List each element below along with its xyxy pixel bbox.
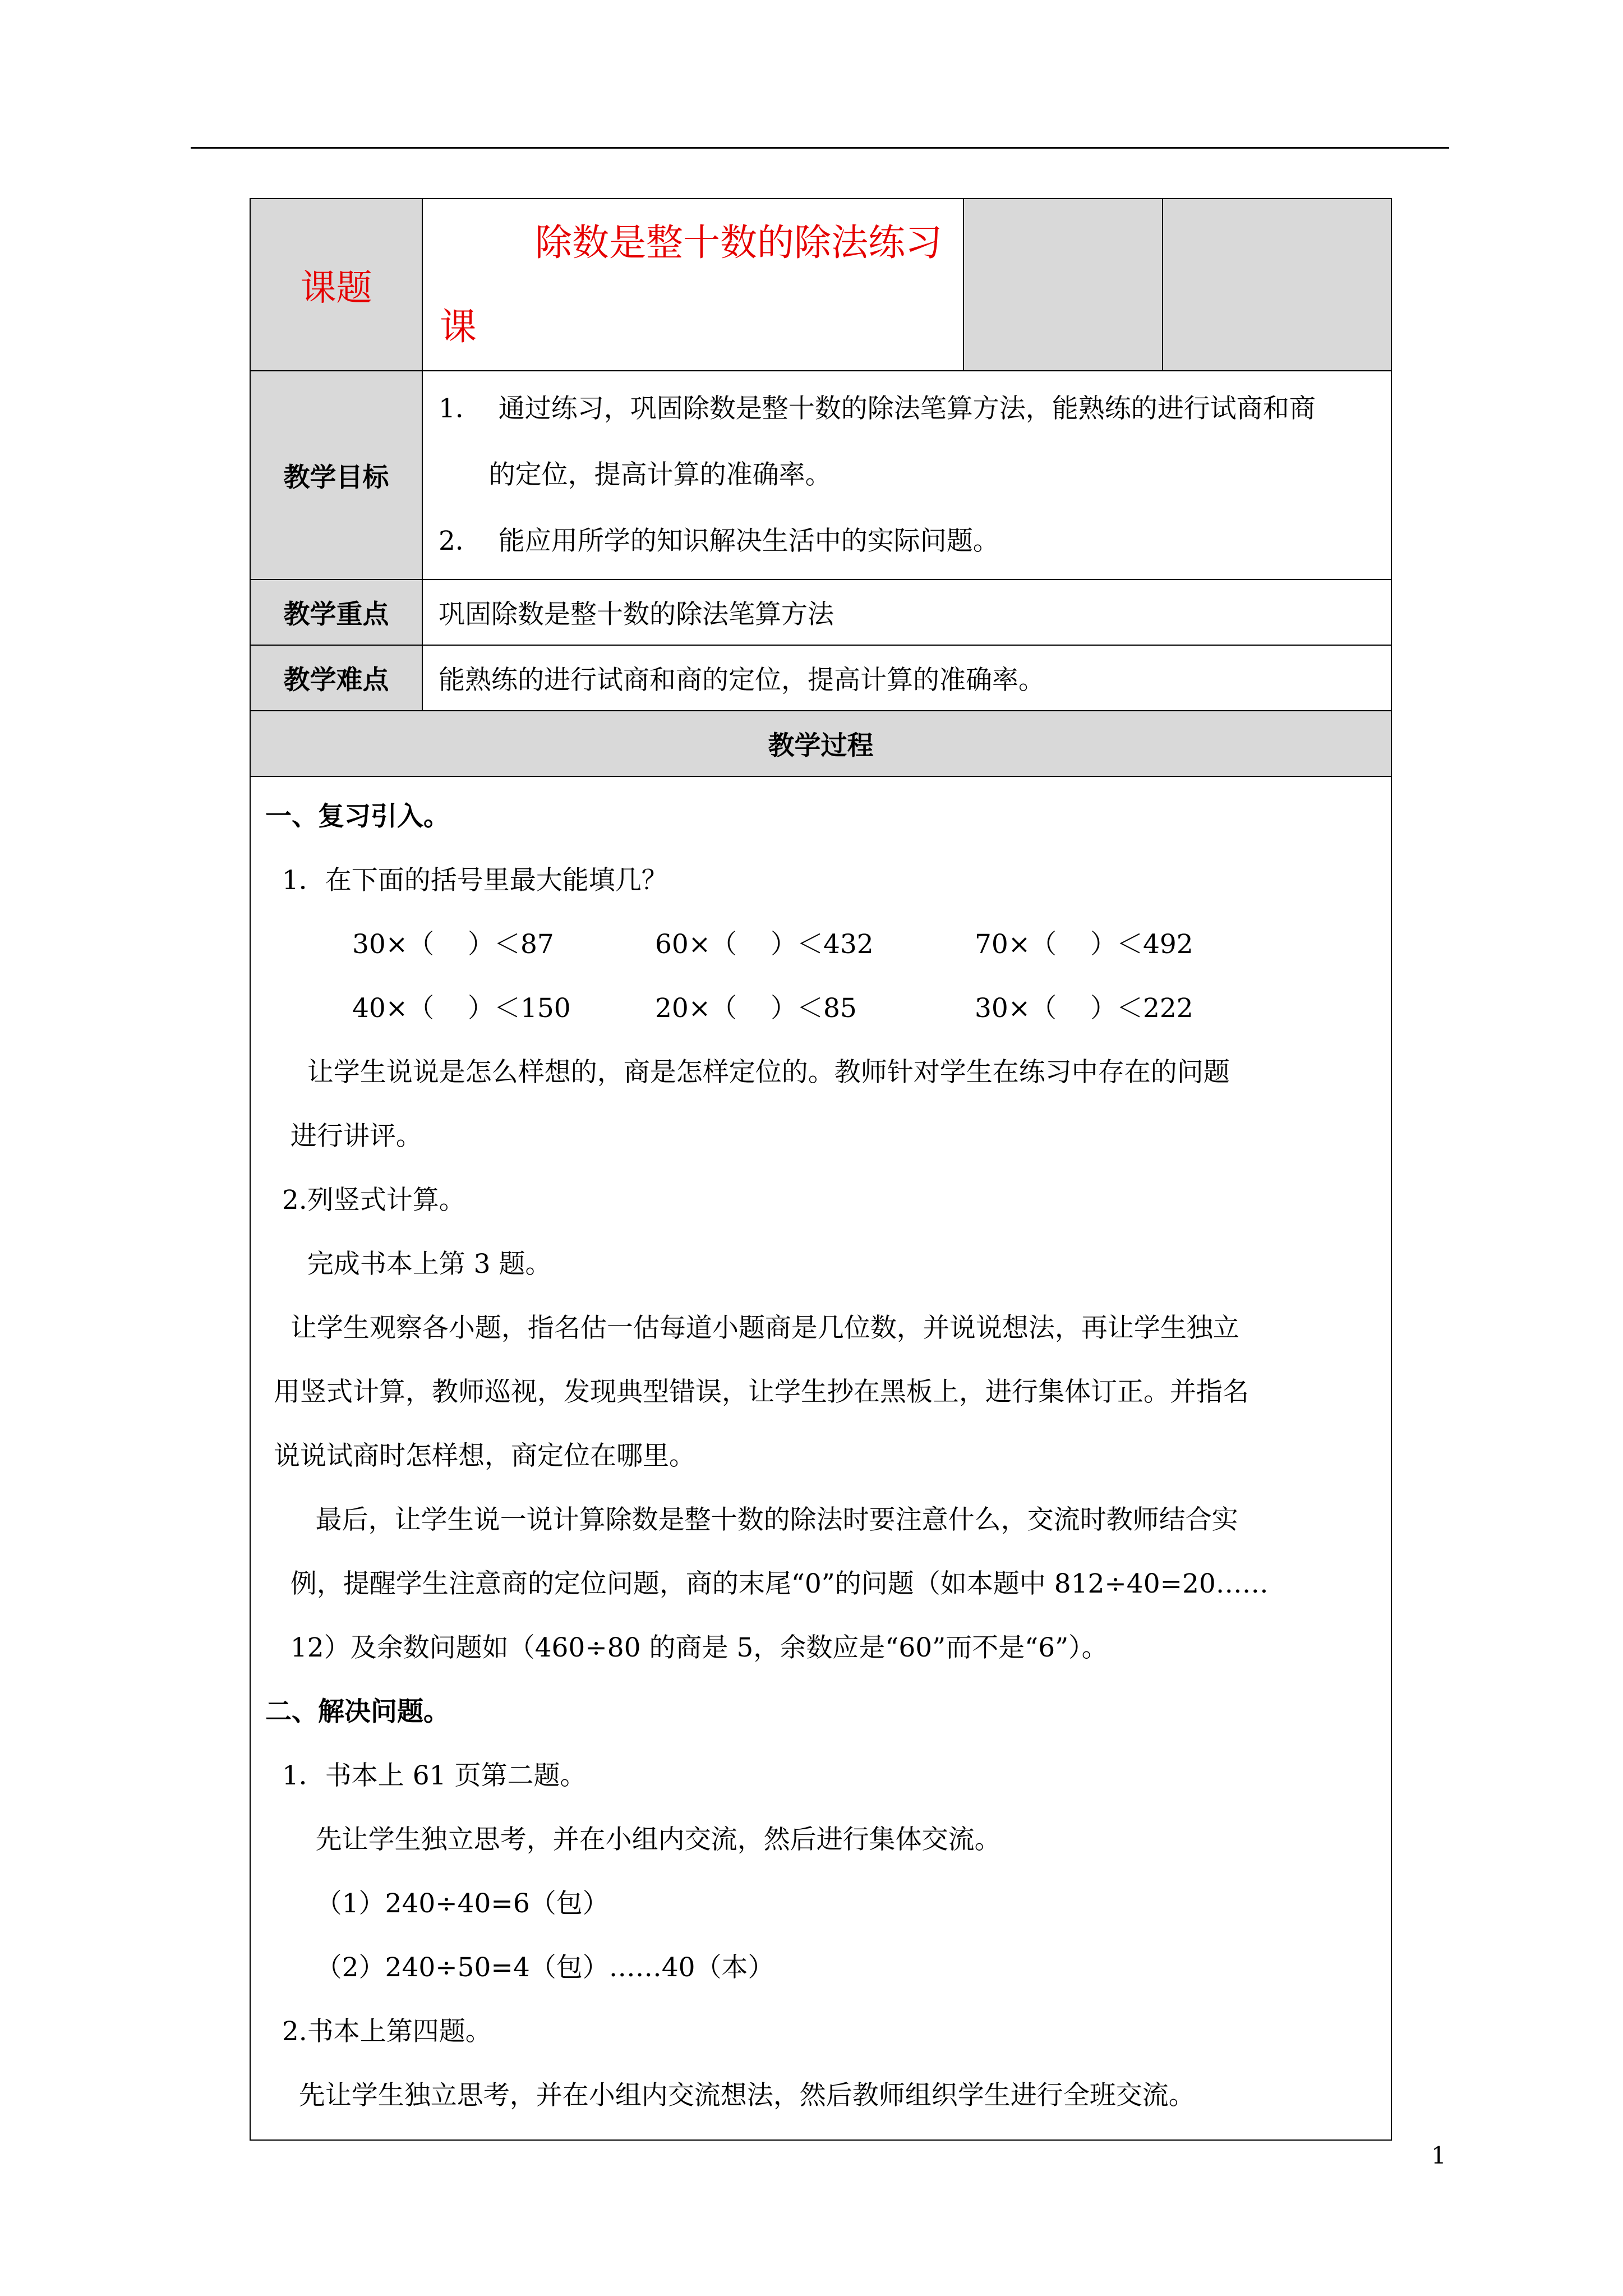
ex1-c: 70×（ ）＜492 (975, 929, 1193, 960)
lesson-title-line2: 课 (440, 305, 477, 348)
s2-item1: 1．书本上 61 页第二题。 (265, 1760, 587, 1791)
para3b: 用竖式计算，教师巡视，发现典型错误，让学生抄在黑板上，进行集体订正。并指名 (265, 1377, 1249, 1407)
difficulty-row (250, 645, 1391, 711)
section2-title: 二、解决问题。 (265, 1696, 450, 1727)
objectives-label: 教学目标 (250, 371, 422, 579)
para4a: 最后，让学生说一说计算除数是整十数的除法时要注意什么，交流时教师结合实 (265, 1504, 1238, 1535)
header-rule (191, 147, 1449, 149)
focus-row (250, 579, 1391, 645)
item1: 1．在下面的括号里最大能填几？ (265, 865, 668, 896)
s2-item2: 2.书本上第四题。 (265, 2016, 492, 2047)
page-number: 1 (1431, 2142, 1446, 2169)
ex2-b: 20×（ ）＜85 (655, 993, 857, 1024)
process-content (250, 776, 1391, 2140)
title-row (250, 199, 1391, 371)
title-label: 课题 (250, 199, 422, 371)
lesson-title (422, 199, 963, 371)
para3a: 让学生观察各小题，指名估一估每道小题商是几位数，并说说想法，再让学生独立 (265, 1313, 1239, 1343)
process-content-row (250, 776, 1391, 2140)
focus-label: 教学重点 (250, 579, 422, 645)
objective-1-cont: 的定位，提高计算的准确率。 (439, 459, 832, 490)
s2-para2: 先让学生独立思考，并在小组内交流想法，然后教师组织学生进行全班交流。 (265, 2080, 1195, 2111)
difficulty-text: 能熟练的进行试商和商的定位，提高计算的准确率。 (422, 645, 1391, 711)
ex1-a: 30×（ ）＜87 (352, 929, 554, 960)
lesson-plan-table (250, 198, 1392, 2141)
ex1-b: 60×（ ）＜432 (655, 929, 874, 960)
lesson-title-line1: 除数是整十数的除法练习 (535, 220, 942, 264)
s2-para1: 先让学生独立思考，并在小组内交流，然后进行集体交流。 (265, 1824, 1001, 1855)
ex2-a: 40×（ ）＜150 (352, 993, 571, 1024)
objectives-text (422, 371, 1391, 579)
focus-text: 巩固除数是整十数的除法笔算方法 (422, 579, 1391, 645)
section1-title: 一、复习引入。 (265, 801, 450, 832)
para2: 完成书本上第 3 题。 (265, 1249, 552, 1280)
ex2-c: 30×（ ）＜222 (975, 993, 1193, 1024)
objective-1: 1． 通过练习，巩固除数是整十数的除法笔算方法，能熟练的进行试商和商 (439, 393, 1316, 424)
exercise-row-1 (265, 913, 1376, 977)
para4c: 12）及余数问题如（460÷80 的商是 5，余数应是“60”而不是“6”）。 (265, 1632, 1108, 1663)
blank-cell-2 (1163, 199, 1391, 371)
blank-cell-1 (963, 199, 1163, 371)
process-label: 教学过程 (250, 711, 1391, 776)
process-header-row (250, 711, 1391, 776)
para1a: 让学生说说是怎么样想的，商是怎样定位的。教师针对学生在练习中存在的问题 (265, 1057, 1230, 1088)
s2-eq2: （2）240÷50=4（包）……40（本） (265, 1952, 774, 1983)
objectives-row (250, 371, 1391, 579)
difficulty-label: 教学难点 (250, 645, 422, 711)
item2: 2.列竖式计算。 (265, 1185, 465, 1216)
exercise-row-2 (265, 977, 1376, 1041)
objective-2: 2． 能应用所学的知识解决生活中的实际问题。 (439, 526, 999, 556)
para1b: 进行讲评。 (265, 1121, 422, 1152)
para4b: 例，提醒学生注意商的定位问题，商的末尾“0”的问题（如本题中 812÷40=20…… (265, 1568, 1269, 1599)
s2-eq1: （1）240÷40=6（包） (265, 1888, 609, 1919)
para3c: 说说试商时怎样想，商定位在哪里。 (265, 1441, 695, 1471)
